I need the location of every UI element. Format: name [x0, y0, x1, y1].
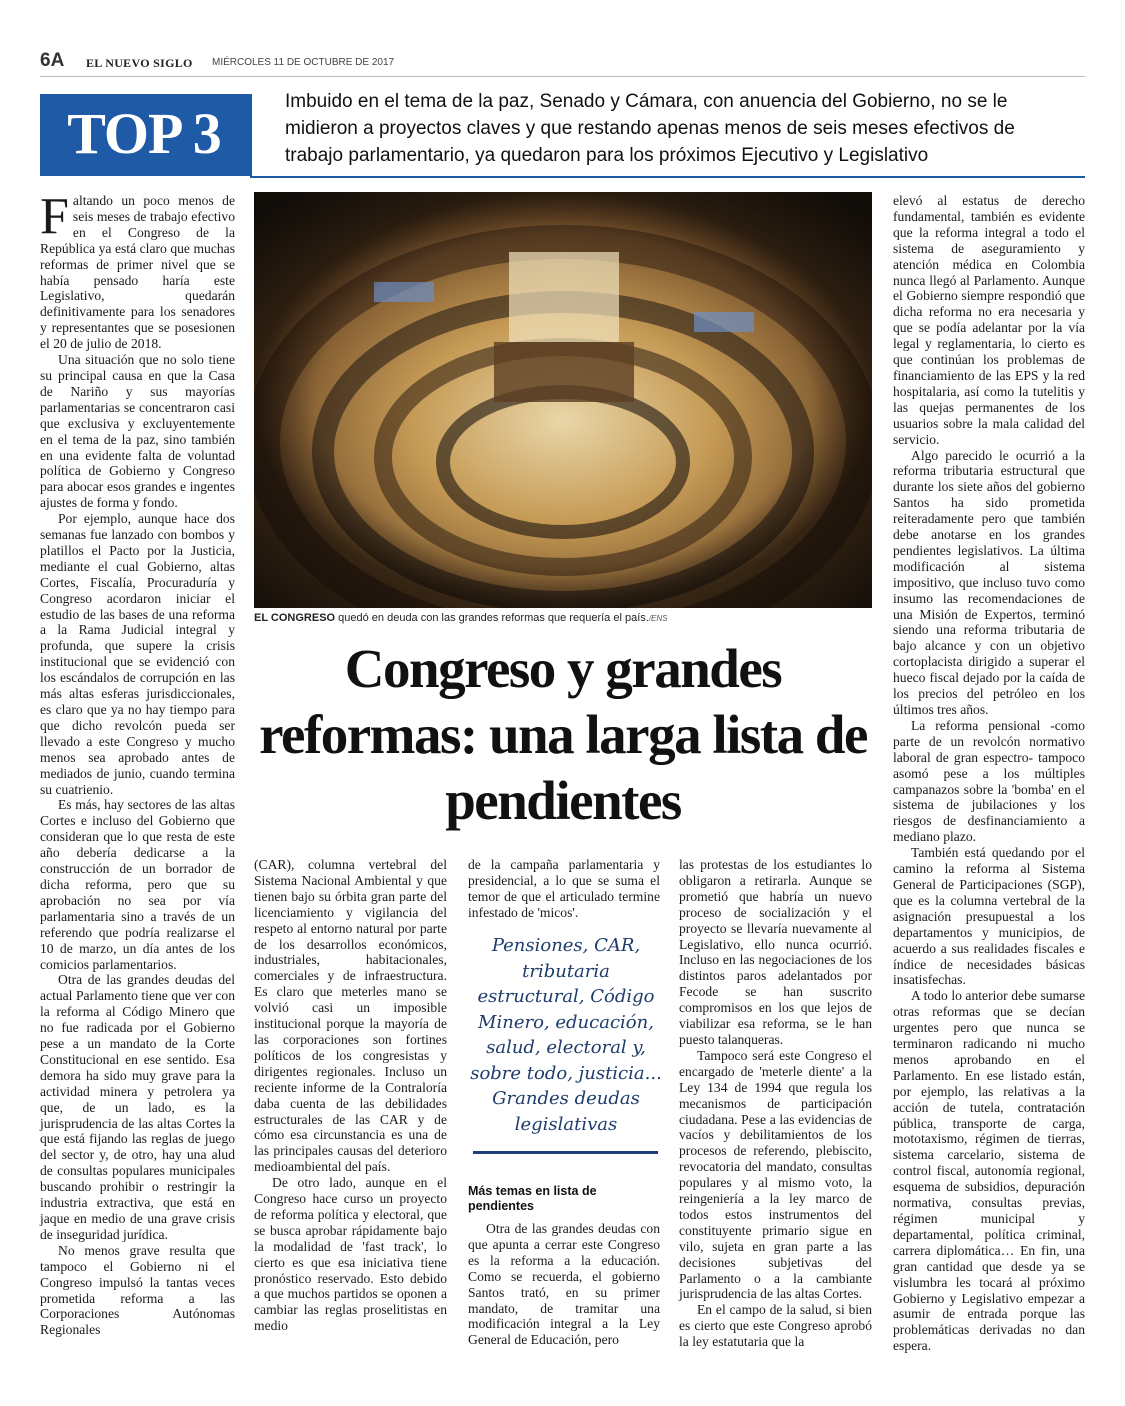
article-column-3-top: [468, 857, 660, 921]
lead-paragraph: Faltando un poco menos de seis meses de trabajo efectivo en el Congreso de la República ya está claro que muchas reformas de primer nivel que se había pensado haría este Legislativo, quedarán definitivamente para los senadores y representantes que se posesionen el 20 de julio de 2018.: [40, 188, 235, 352]
caption-text: quedó en deuda con las grandes reformas que requería el país.: [335, 612, 649, 624]
article-column-5: [893, 193, 1085, 1354]
pull-quote-rule: [473, 1151, 658, 1154]
congress-chamber-image: [254, 192, 872, 608]
photo-caption: [254, 612, 872, 624]
article-column-4: [679, 857, 872, 1350]
body-paragraph: No menos grave resulta que tampoco el Gobierno ni el Congreso impulsó la tantas veces prometida reforma a las Corporaciones Autónomas Regionales: [40, 1242, 235, 1338]
section-tag: [40, 94, 252, 176]
page-number: 6A: [40, 50, 65, 71]
body-paragraph: elevó al estatus de derecho fundamental, también es evidente que la reforma integral a todo el sistema de aseguramiento y atención médica en Colombia nunca llegó al Parlamento. Aunque el Gobierno siempre respondió que dicha reforma no era necesaria y que se podía adelantar por la vía legal y reglamentaria, lo cierto es que continúan los problemas de financiamiento de las EPS y la red hospitalaria, así como la tutelitis y las quejas permanentes de los usuarios sobre la mala calidad del servicio.: [893, 193, 1085, 447]
body-paragraph: las protestas de los estudiantes lo obligaron a retirarla. Aunque se prometió que habría un nuevo proceso de socialización y el proyecto se llevaría nuevamente al Legislativo, ello nunca ocurrió. Incluso en las negociaciones de los distintos paros adelantados por Fecode se han suscrito compromisos en los que lejos de viabilizar esa reforma, se le han puesto talanqueras.: [679, 857, 872, 1047]
body-paragraph: Por ejemplo, aunque hace dos semanas fue lanzado con bombos y platillos el Pacto por la Justicia, mediante el cual Gobierno, altas Cortes, Fiscalía, Procuraduría y Congreso acordaron iniciar el estudio de las bases de una reforma a la Rama Judicial integral y profunda, que supere la crisis institucional que se evidenció con los escándalos de corrupción en las más altas esferas jurisdiccionales, es claro que ya no hay tiempo para que dicho revolcón pueda ser llevado a este Congreso y mucho menos sea aprobado antes de mediados de junio, cuando termina su cuatrienio.: [40, 511, 235, 797]
body-paragraph: (CAR), columna vertebral del Sistema Nacional Ambiental y que tienen bajo su órbita gran parte del licenciamiento y vigilancia del respeto al entorno natural por parte de los desarrollos económicos, industriales, habitacionales, comerciales y de infraestructura. Es claro que meterles mano se volvió casi un imposible institucional porque la mayoría de las corporaciones son fortines políticos de los congresistas y dirigentes regionales. Incluso un reciente informe de la Contraloría daba cuenta de las debilidades estructurales de las CAR y de cómo esa circunstancia es una de las principales causas del deterioro medioambiental del país.: [254, 857, 447, 1175]
body-paragraph: También está quedando por el camino la reforma al Sistema General de Participaciones (SGP), que es la columna vertebral de la asignación presupuestal a los departamentos y municipios, de acuerdo a sus realidades fiscales e índice de necesidades básicas insatisfechas.: [893, 845, 1085, 988]
section-rule: [250, 176, 1085, 178]
article-headline: Congreso y grandes reformas: una larga lista de pendientes: [259, 638, 867, 831]
pull-quote: Pensiones, CAR, tributaria estructural, Código Minero, educación, salud, electoral y, sobre todo, justicia... Grandes deudas legislativas: [470, 935, 662, 1135]
page-header: [40, 48, 1085, 77]
article-column-3-bottom: [468, 1221, 660, 1348]
congress-photo: [254, 192, 872, 608]
body-paragraph: Tampoco será este Congreso el encargado de 'meterle diente' a la Ley 134 de 1994 que regula los mecanismos de participación ciudadana. Pese a las evidencias de vacíos y debilitamientos de los procesos de referendo, plebiscito, revocatoria del mandato, consultas populares y al mismo voto, la reingeniería a la ley marco de todos estos instrumentos del constituyente primario sigue en vilo, sujeta en gran parte a las decisiones subjetivas del Parlamento o a la cambiante jurisprudencia de las altas Cortes.: [679, 1047, 872, 1302]
body-paragraph: Otra de las grandes deudas con que apunta a cerrar este Congreso es la reforma a la educación. Como se recuerda, el gobierno Santos trató, en su primer mandato, de tramitar una modificación integral a la Ley General de Educación, pero: [468, 1221, 660, 1348]
issue-date: MIÉRCOLES 11 DE OCTUBRE DE 2017: [212, 57, 395, 68]
caption-label: EL CONGRESO: [254, 612, 336, 624]
body-paragraph: La reforma pensional -como parte de un revolcón normativo laboral de gran espectro- tampoco asomó pese a los múltiples campanazos sobre la 'bomba' en el sistema de jubilaciones y los riesgos de desfinanciamiento a mediano plazo.: [893, 717, 1085, 845]
body-paragraph: A todo lo anterior debe sumarse otras reformas que se decían urgentes pero que nunca se terminaron radicando ni mucho menos aprobando en el Parlamento. En ese listado están, por ejemplo, las relativas a la acción de tutela, contratación pública, transporte de carga, mototaxismo, régimen de tierras, sistema carcelario, sistema de control fiscal, autonomía regional, esquema de subsidios, depuración normativa, consultas previas, régimen municipal y departamental, política criminal, carrera diplomática… En fin, una gran cantidad que desde ya se vislumbra les tocará al próximo Gobierno y Legislativo empezar a asumir de entrada porque las problemáticas derivadas no dan espera.: [893, 988, 1085, 1354]
body-paragraph: Es más, hay sectores de las altas Cortes e incluso del Gobierno que consideran que lo que resta de este año debería dedicarse a la construcción de un borrador de dicha reforma, pero que su aprobación no sea por vía parlamentaria sino a través de un referendo que podría realizarse el 10 de marzo, un día antes de los comicios parlamentarios.: [40, 797, 235, 972]
body-paragraph: En el campo de la salud, si bien es cierto que este Congreso aprobó la ley estatutaria que la: [679, 1302, 872, 1350]
photo-credit: /ENS: [648, 614, 668, 623]
body-paragraph: Una situación que no solo tiene su principal causa en que la Casa de Nariño y sus mayorías parlamentarias se concentraron casi que exclusiva y excluyentemente en el tema de la paz, sino también en una evidente falta de voluntad política de Gobierno y Congreso para abocar esos grandes e ingentes ajustes de forma y fondo.: [40, 352, 235, 511]
body-paragraph: Algo parecido le ocurrió a la reforma tributaria estructural que durante los siete años del gobierno Santos ha sido prometida reiteradamente pero que también debe anotarse en los grandes pendientes legislativos. La última modificación al sistema impositivo, que incluso tuvo como insumo las recomendaciones de una Misión de Expertos, terminó siendo una reforma tributaria de bajo alcance y con un objetivo cortoplacista dirigido a superar el hueco fiscal dejado por la caída de los precios del petróleo en los últimos tres años.: [893, 447, 1085, 717]
body-paragraph: de la campaña parlamentaria y presidencial, a lo que se suma el temor de que el articulado termine infestado de 'micos'.: [468, 857, 660, 920]
article-column-2: [254, 857, 447, 1334]
drop-cap: F: [40, 188, 69, 245]
body-paragraph: Otra de las grandes deudas del actual Parlamento tiene que ver con la reforma al Código Minero que no fue radicada por el Gobierno pese a un mandato de la Corte Constitucional en ese sentido. Esa demora ha sido muy grave para la actividad minera y petrolera ya que, de un lado, es la jurisprudencia de las altas Cortes la que está fijando las reglas de juego del sector y, de otro, hay una alud de consultas populares municipales buscando prohibir o restringir la industria extractiva, que está en jaque en medio de una grave crisis de inseguridad jurídica.: [40, 972, 235, 1242]
section-dek: Imbuido en el tema de la paz, Senado y Cámara, con anuencia del Gobierno, no se le midieron a proyectos claves y que restando apenas menos de seis meses efectivos de trabajo parlamentario, ya quedaron para los próximos Ejecutivo y Legislativo: [285, 91, 1015, 166]
article-column-1: [40, 188, 235, 1338]
body-paragraph: De otro lado, aunque en el Congreso hace curso un proyecto de reforma política y electoral, que se busca aprobar rápidamente bajo la modalidad de 'fast track', lo cierto es que esa iniciativa tiene pronóstico reservado. Esto debido a que muchos partidos se oponen a cambiar las reglas proselitistas en medio: [254, 1175, 447, 1334]
section-tag-label: TOP 3: [67, 101, 221, 166]
section-subhead: Más temas en lista de pendientes: [468, 1184, 597, 1213]
masthead: EL NUEVO SIGLO: [86, 56, 193, 70]
